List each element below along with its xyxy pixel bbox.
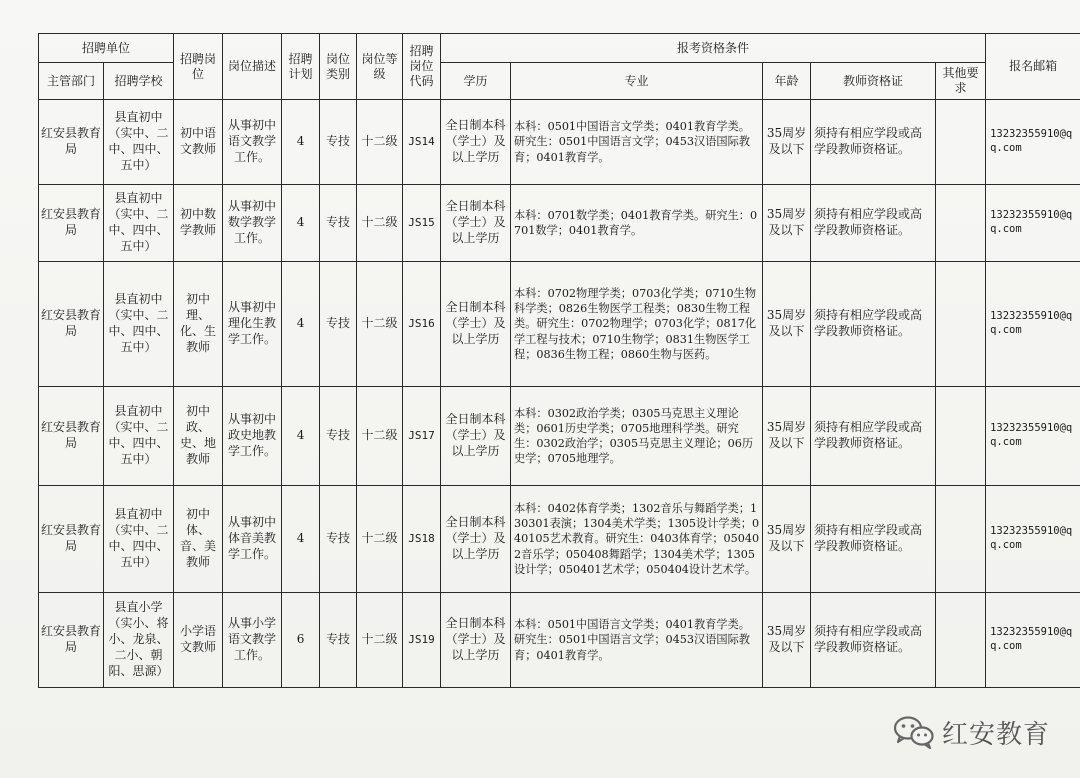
header-code: 招聘岗位代码 [403, 34, 441, 100]
cell-school: 县直初中（实中、二中、四中、五中） [104, 100, 174, 185]
cell-education: 全日制本科（学士）及以上学历 [441, 593, 511, 688]
cell-code: JS17 [403, 387, 441, 486]
cell-other [936, 593, 986, 688]
cell-code: JS19 [403, 593, 441, 688]
cell-cert: 须持有相应学段或高学段教师资格证。 [811, 387, 936, 486]
cell-desc: 从事初中语文教学工作。 [223, 100, 282, 185]
cell-age: 35周岁及以下 [763, 185, 811, 262]
header-email: 报名邮箱 [986, 34, 1080, 100]
cell-category: 专技 [320, 262, 357, 387]
watermark [892, 712, 1050, 752]
cell-education: 全日制本科（学士）及以上学历 [441, 387, 511, 486]
header-cert: 教师资格证 [811, 63, 936, 100]
cell-plan: 4 [282, 100, 320, 185]
cell-category: 专技 [320, 593, 357, 688]
cell-other [936, 185, 986, 262]
header-plan: 招聘计划 [282, 34, 320, 100]
cell-dept: 红安县教育局 [39, 185, 104, 262]
cell-dept: 红安县教育局 [39, 100, 104, 185]
cell-school: 县直初中（实中、二中、四中、五中） [104, 185, 174, 262]
cell-dept: 红安县教育局 [39, 262, 104, 387]
table-row [39, 100, 1080, 185]
cell-plan: 6 [282, 593, 320, 688]
table-row [39, 387, 1080, 486]
cell-post: 初中语文教师 [174, 100, 223, 185]
cell-grade: 十二级 [357, 100, 403, 185]
cell-other [936, 262, 986, 387]
header-major: 专业 [511, 63, 763, 100]
cell-dept: 红安县教育局 [39, 593, 104, 688]
cell-grade: 十二级 [357, 593, 403, 688]
cell-dept: 红安县教育局 [39, 387, 104, 486]
recruitment-table [38, 33, 1080, 688]
table-row [39, 593, 1080, 688]
cell-grade: 十二级 [357, 387, 403, 486]
wechat-icon [892, 714, 936, 750]
cell-major: 本科：0702物理学类；0703化学类；0710生物科学类；0826生物医学工程类；0830生物工程类。研究生：0702物理学；0703化学；0817化学工程与技术；0710生物学；0831生物医学工程；0836生物工程；0860生物与医药。 [511, 262, 763, 387]
cell-category: 专技 [320, 486, 357, 593]
cell-post: 小学语文教师 [174, 593, 223, 688]
cell-desc: 从事初中理化生教学工作。 [223, 262, 282, 387]
header-age: 年龄 [763, 63, 811, 100]
cell-desc: 从事初中数学教学工作。 [223, 185, 282, 262]
cell-major: 本科：0302政治学类；0305马克思主义理论类；0601历史学类；0705地理科学类。研究生：0302政治学；0305马克思主义理论；06历史学；0705地理学。 [511, 387, 763, 486]
header-dept: 主管部门 [39, 63, 104, 100]
cell-cert: 须持有相应学段或高学段教师资格证。 [811, 486, 936, 593]
cell-age: 35周岁及以下 [763, 486, 811, 593]
cell-code: JS14 [403, 100, 441, 185]
cell-post: 初中数学教师 [174, 185, 223, 262]
cell-education: 全日制本科（学士）及以上学历 [441, 486, 511, 593]
cell-school: 县直小学（实小、将小、龙泉、二小、朝阳、思源） [104, 593, 174, 688]
cell-grade: 十二级 [357, 185, 403, 262]
cell-grade: 十二级 [357, 262, 403, 387]
cell-major: 本科：0501中国语言文学类；0401教育学类。研究生：0501中国语言文学；0453汉语国际教育；0401教育学。 [511, 593, 763, 688]
header-other: 其他要求 [936, 63, 986, 100]
watermark-text: 红安教育 [942, 719, 1051, 750]
cell-cert: 须持有相应学段或高学段教师资格证。 [811, 100, 936, 185]
cell-desc: 从事小学语文教学工作。 [223, 593, 282, 688]
header-row-1 [39, 34, 1080, 63]
cell-cert: 须持有相应学段或高学段教师资格证。 [811, 185, 936, 262]
cell-post: 初中政、史、地教师 [174, 387, 223, 486]
cell-other [936, 387, 986, 486]
table-row [39, 185, 1080, 262]
cell-plan: 4 [282, 185, 320, 262]
table-row [39, 486, 1080, 593]
header-qual-group: 报考资格条件 [441, 34, 986, 63]
header-unit-group: 招聘单位 [39, 34, 174, 63]
cell-age: 35周岁及以下 [763, 593, 811, 688]
header-post: 招聘岗位 [174, 34, 223, 100]
cell-education: 全日制本科（学士）及以上学历 [441, 185, 511, 262]
cell-code: JS15 [403, 185, 441, 262]
cell-dept: 红安县教育局 [39, 486, 104, 593]
cell-plan: 4 [282, 486, 320, 593]
cell-email: 13232355910@qq.com [986, 262, 1080, 387]
cell-other [936, 486, 986, 593]
cell-cert: 须持有相应学段或高学段教师资格证。 [811, 593, 936, 688]
cell-desc: 从事初中政史地教学工作。 [223, 387, 282, 486]
header-education: 学历 [441, 63, 511, 100]
cell-post: 初中理、化、生教师 [174, 262, 223, 387]
cell-age: 35周岁及以下 [763, 262, 811, 387]
cell-school: 县直初中（实中、二中、四中、五中） [104, 262, 174, 387]
cell-category: 专技 [320, 185, 357, 262]
cell-category: 专技 [320, 387, 357, 486]
cell-education: 全日制本科（学士）及以上学历 [441, 262, 511, 387]
cell-age: 35周岁及以下 [763, 100, 811, 185]
cell-plan: 4 [282, 262, 320, 387]
cell-education: 全日制本科（学士）及以上学历 [441, 100, 511, 185]
cell-grade: 十二级 [357, 486, 403, 593]
cell-email: 13232355910@qq.com [986, 185, 1080, 262]
cell-school: 县直初中（实中、二中、四中、五中） [104, 486, 174, 593]
cell-major: 本科：0501中国语言文学类；0401教育学类。研究生：0501中国语言文学；0453汉语国际教育；0401教育学。 [511, 100, 763, 185]
header-grade: 岗位等级 [357, 34, 403, 100]
cell-email: 13232355910@qq.com [986, 486, 1080, 593]
cell-age: 35周岁及以下 [763, 387, 811, 486]
cell-cert: 须持有相应学段或高学段教师资格证。 [811, 262, 936, 387]
cell-email: 13232355910@qq.com [986, 100, 1080, 185]
cell-code: JS18 [403, 486, 441, 593]
cell-plan: 4 [282, 387, 320, 486]
cell-school: 县直初中（实中、二中、四中、五中） [104, 387, 174, 486]
header-school: 招聘学校 [104, 63, 174, 100]
cell-major: 本科：0402体育学类；1302音乐与舞蹈学类；130301表演；1304美术学类；1305设计学类；040105艺术教育。研究生：0403体育学；050402音乐学；050408舞蹈学；1304美术学；1305设计学；050401艺术学；050404设计艺术学。 [511, 486, 763, 593]
cell-email: 13232355910@qq.com [986, 387, 1080, 486]
cell-desc: 从事初中体音美教学工作。 [223, 486, 282, 593]
cell-other [936, 100, 986, 185]
cell-major: 本科：0701数学类；0401教育学类。研究生：0701数学；0401教育学。 [511, 185, 763, 262]
cell-category: 专技 [320, 100, 357, 185]
header-category: 岗位类别 [320, 34, 357, 100]
cell-code: JS16 [403, 262, 441, 387]
cell-post: 初中体、音、美教师 [174, 486, 223, 593]
table-row [39, 262, 1080, 387]
cell-email: 13232355910@qq.com [986, 593, 1080, 688]
header-desc: 岗位描述 [223, 34, 282, 100]
